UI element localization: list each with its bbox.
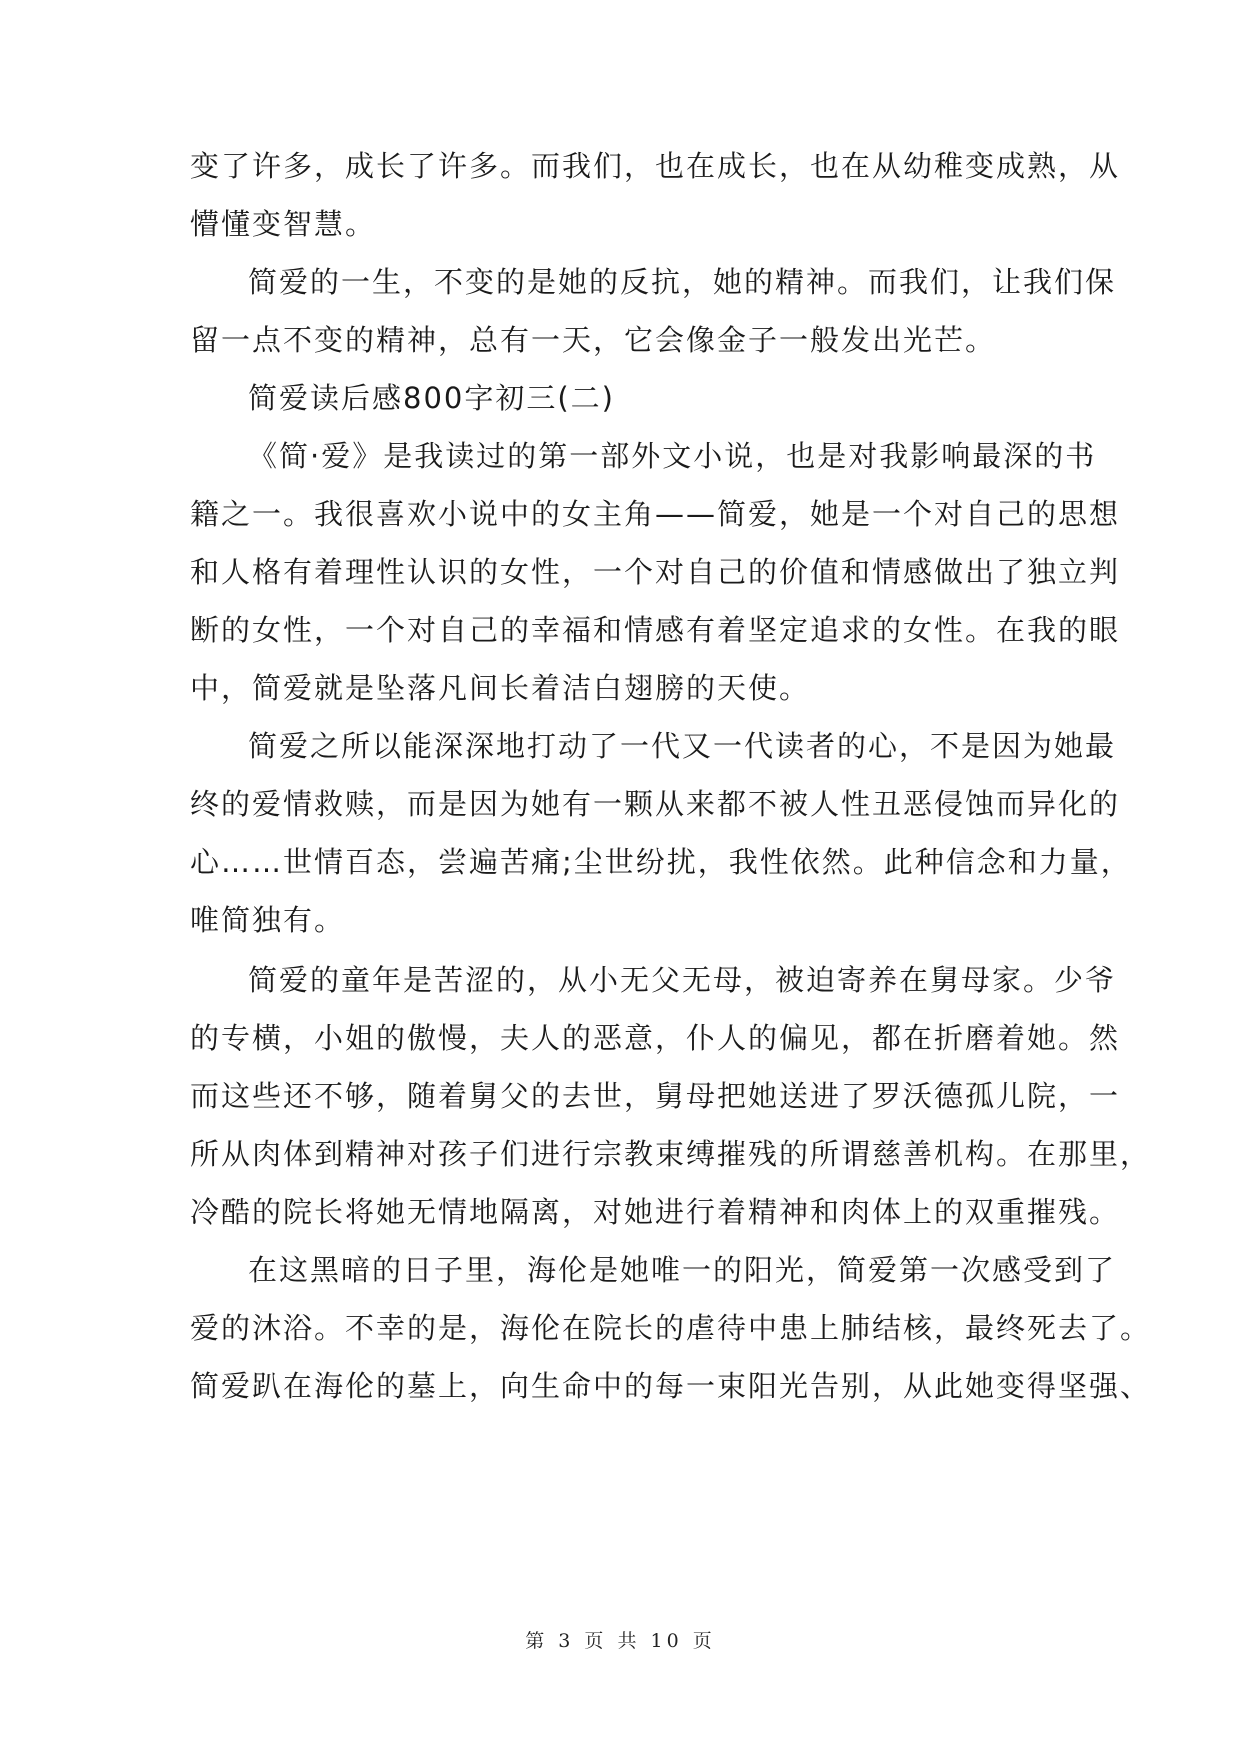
text-line-9: 断的女性，一个对自己的幸福和情感有着坚定追求的女性。在我的眼 bbox=[190, 613, 1121, 647]
text-line-19: 冷酷的院长将她无情地隔离，对她进行着精神和肉体上的双重摧残。 bbox=[190, 1195, 1121, 1229]
text-line-3: 简爱的一生，不变的是她的反抗，她的精神。而我们，让我们保 bbox=[248, 265, 1117, 299]
text-line-16: 的专横，小姐的傲慢，夫人的恶意，仆人的偏见，都在折磨着她。然 bbox=[190, 1021, 1121, 1055]
text-line-7: 籍之一。我很喜欢小说中的女主角——简爱，她是一个对自己的思想 bbox=[190, 497, 1121, 531]
text-line-10: 中，简爱就是坠落凡间长着洁白翅膀的天使。 bbox=[190, 671, 811, 705]
text-line-8: 和人格有着理性认识的女性，一个对自己的价值和情感做出了独立判 bbox=[190, 555, 1121, 589]
text-line-2: 懵懂变智慧。 bbox=[190, 207, 377, 241]
text-line-22: 简爱趴在海伦的墓上，向生命中的每一束阳光告别，从此她变得坚强、 bbox=[190, 1369, 1152, 1403]
text-line-1: 变了许多，成长了许多。而我们，也在成长，也在从幼稚变成熟，从 bbox=[190, 149, 1121, 183]
text-line-20: 在这黑暗的日子里，海伦是她唯一的阳光，简爱第一次感受到了 bbox=[248, 1253, 1117, 1287]
text-line-17: 而这些还不够，随着舅父的去世，舅母把她送进了罗沃德孤儿院，一 bbox=[190, 1079, 1121, 1113]
text-line-13: 心……世情百态，尝遍苦痛;尘世纷扰，我性依然。此种信念和力量， bbox=[190, 845, 1132, 879]
text-line-4: 留一点不变的精神，总有一天，它会像金子一般发出光芒。 bbox=[190, 323, 997, 357]
text-line-6: 《简·爱》是我读过的第一部外文小说，也是对我影响最深的书 bbox=[248, 439, 1097, 473]
text-line-14: 唯简独有。 bbox=[190, 903, 346, 937]
text-line-18: 所从肉体到精神对孩子们进行宗教束缚摧残的所谓慈善机构。在那里， bbox=[190, 1137, 1152, 1171]
text-line-11: 简爱之所以能深深地打动了一代又一代读者的心，不是因为她最 bbox=[248, 729, 1117, 763]
section-heading: 简爱读后感800字初三(二) bbox=[248, 381, 615, 415]
text-line-15: 简爱的童年是苦涩的，从小无父无母，被迫寄养在舅母家。少爷 bbox=[248, 963, 1117, 997]
text-line-21: 爱的沐浴。不幸的是，海伦在院长的虐待中患上肺结核，最终死去了。 bbox=[190, 1311, 1152, 1345]
page-footer: 第 3 页 共 10 页 bbox=[525, 1630, 716, 1652]
text-line-12: 终的爱情救赎，而是因为她有一颗从来都不被人性丑恶侵蚀而异化的 bbox=[190, 787, 1121, 821]
